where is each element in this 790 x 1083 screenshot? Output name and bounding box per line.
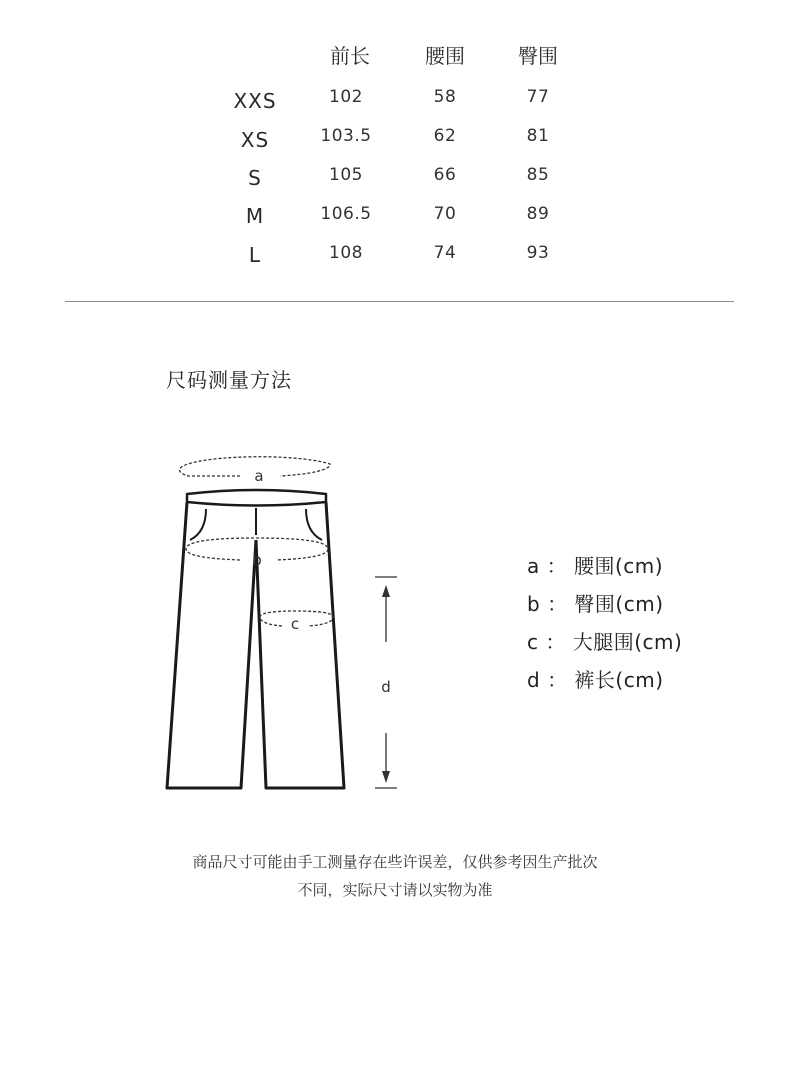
- pants-outline: [167, 490, 344, 788]
- legend-key: b: [527, 592, 541, 616]
- table-cell: 85: [526, 165, 550, 185]
- table-cell: 93: [526, 243, 550, 263]
- table-cell: 106.5: [320, 204, 372, 224]
- table-cell: 108: [329, 243, 363, 263]
- legend-item: [527, 626, 682, 655]
- table-cell: 105: [329, 165, 363, 185]
- table-cell: 70: [433, 204, 457, 224]
- size-label: XS: [240, 128, 270, 152]
- legend-item: [527, 588, 664, 617]
- header-waist: 腰围: [425, 44, 465, 68]
- length-measure-d: [375, 577, 397, 788]
- size-label: M: [245, 204, 265, 228]
- legend-text: 大腿围(cm): [572, 630, 683, 654]
- size-label: S: [248, 166, 262, 190]
- header-front-length: 前长: [330, 44, 370, 68]
- section-divider: [65, 301, 734, 302]
- legend-colon: ：: [546, 554, 568, 578]
- table-cell: 89: [526, 204, 550, 224]
- label-b: b: [252, 551, 262, 569]
- legend-colon: ：: [547, 592, 568, 616]
- table-cell: 62: [433, 126, 457, 146]
- table-cell: 74: [433, 243, 457, 263]
- legend-text: 裤长(cm): [574, 668, 664, 692]
- label-a: a: [254, 467, 264, 485]
- legend-key: c: [527, 630, 539, 654]
- pants-diagram: [150, 440, 420, 810]
- table-cell: 102: [329, 87, 363, 107]
- size-label: L: [248, 243, 262, 267]
- waist-measure-a: [179, 457, 330, 485]
- disclaimer-line-2: 不同，实际尺寸请以实物为准: [297, 881, 493, 899]
- thigh-measure-c: [260, 611, 333, 633]
- table-cell: 81: [526, 126, 550, 146]
- size-label: XXS: [233, 89, 277, 113]
- legend-item: [527, 550, 663, 579]
- label-d: d: [381, 678, 391, 696]
- table-cell: 77: [526, 87, 550, 107]
- legend-key: d: [527, 668, 541, 692]
- disclaimer-line-1: 商品尺寸可能由手工测量存在些许误差，仅供参考因生产批次: [192, 853, 598, 871]
- label-c: c: [290, 615, 300, 633]
- table-cell: 58: [433, 87, 457, 107]
- legend-key: a: [527, 554, 540, 578]
- legend-item: [527, 664, 664, 693]
- legend-colon: ：: [545, 630, 566, 654]
- legend-text: 臀围(cm): [574, 592, 664, 616]
- legend-text: 腰围(cm): [573, 554, 664, 578]
- table-cell: 103.5: [320, 126, 372, 146]
- table-cell: 66: [433, 165, 457, 185]
- legend-colon: ：: [547, 668, 568, 692]
- section-title: 尺码测量方法: [166, 368, 292, 392]
- header-hip: 臀围: [518, 44, 558, 68]
